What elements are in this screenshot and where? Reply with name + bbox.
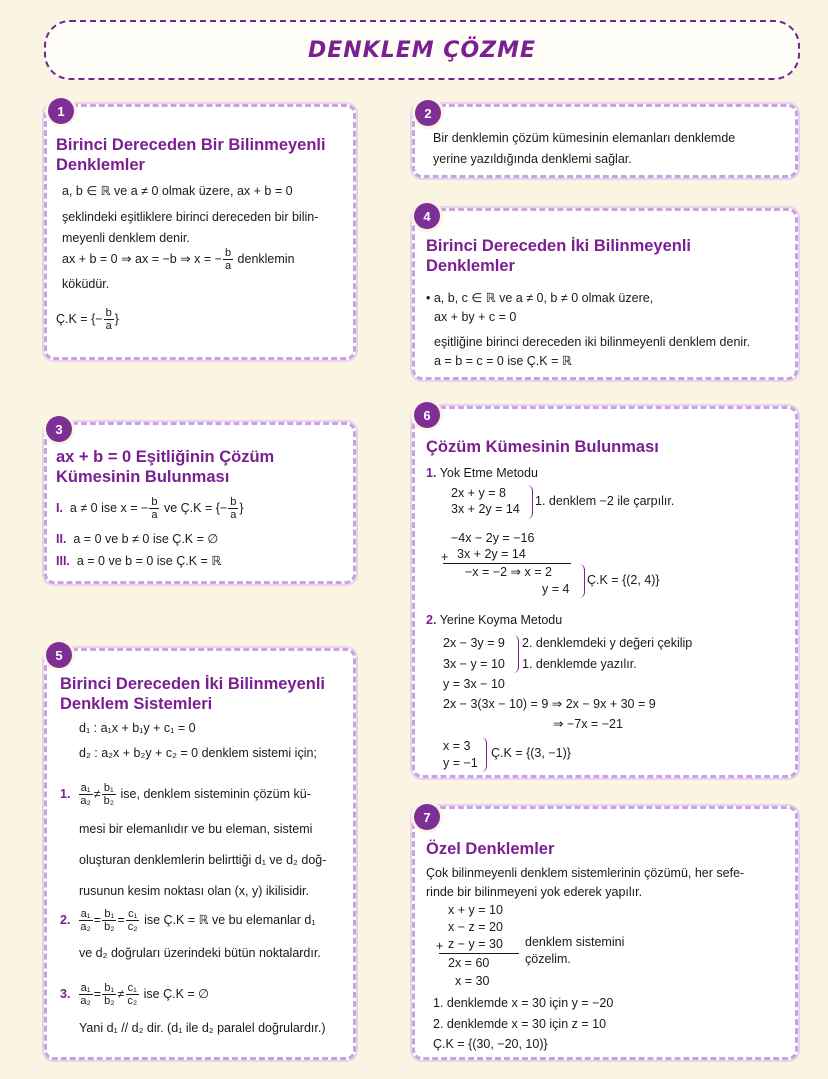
card-5-title-line2: Denklem Sistemleri — [60, 695, 213, 713]
card-5-title-line1: Birinci Dereceden İki Bilinmeyenli — [60, 675, 326, 693]
case-1-text: ise, denklem sisteminin çözüm kü- — [120, 786, 311, 801]
numerator: b₁ — [103, 782, 114, 794]
note-multiply: 1. denklem −2 ile çarpılır. — [535, 494, 675, 508]
card-3-title-line1: ax + b = 0 Eşitliğinin Çözüm — [56, 448, 275, 466]
eq-f2: 3x − y = 10 — [443, 657, 505, 671]
denominator: b₂ — [104, 995, 115, 1007]
card-1-line4 — [62, 247, 295, 272]
card-3-item-2 — [56, 532, 218, 547]
equal-sign: = — [93, 912, 102, 927]
numerator: c₁ — [128, 908, 138, 920]
card-7-number-badge: 7 — [414, 804, 440, 830]
card-1-number-badge: 1 — [48, 98, 74, 124]
denominator: a — [151, 509, 158, 521]
denominator: a — [230, 509, 237, 521]
case-1-line4: rusunun kesim noktası olan (x, y) ikilisidir. — [79, 884, 309, 898]
solution-set-open: Ç.K = {− — [56, 311, 103, 326]
item-3-index: III. — [56, 554, 70, 568]
card-3-title-line2: Kümesinin Bulunması — [56, 468, 230, 486]
solution-set: Ç.K = {(30, −20, 10)} — [433, 1037, 548, 1051]
brace — [481, 737, 487, 772]
denominator: b₂ — [103, 795, 115, 807]
card-4-line1: • a, b, c ∈ ℝ ve a ≠ 0, b ≠ 0 olmak üzere, — [426, 291, 654, 305]
solution-set-1: Ç.K = {(2, 4)} — [587, 573, 660, 587]
note-solve: çözelim. — [525, 952, 571, 966]
fraction-c1-over-c2 — [125, 982, 139, 1007]
eq-3: z − y = 30 — [448, 937, 503, 951]
card-5-title — [60, 674, 325, 714]
card-1-line3: meyenli denklem denir. — [62, 231, 190, 245]
card-1 — [44, 104, 356, 360]
sum-line — [443, 563, 571, 564]
note-substitute-1: 2. denklemdeki y değeri çekilip — [522, 636, 693, 650]
card-2-line2: yerine yazıldığında denklemi sağlar. — [433, 152, 632, 166]
card-4-title-line2: Denklemler — [426, 257, 515, 275]
card-3-title — [56, 447, 274, 487]
sum-line — [439, 953, 519, 954]
fraction-a1-over-a2 — [78, 908, 92, 933]
eq-4: 2x = 60 — [448, 956, 490, 970]
denominator: a — [224, 260, 232, 272]
card-2-line1: Bir denklemin çözüm kümesinin elemanları denklemde — [433, 131, 736, 145]
solution-set-close: } — [114, 311, 119, 326]
eq-5: −x = −2 ⇒ x = 2 — [465, 565, 552, 579]
plus-sign: + — [441, 550, 449, 564]
eq-6: y = 4 — [542, 582, 570, 596]
eq-f4: 2x − 3(3x − 10) = 9 ⇒ 2x − 9x + 30 = 9 — [443, 697, 656, 711]
item-1-close: } — [239, 500, 244, 515]
method-2-label: Yerine Koyma Metodu — [439, 613, 563, 627]
numerator: c₁ — [127, 982, 137, 994]
numerator: b — [230, 496, 237, 508]
equal-sign: = — [117, 912, 125, 927]
numerator: b₁ — [104, 982, 115, 994]
card-1-title — [56, 135, 326, 175]
system-eq-d2: d₂ : a₂x + b₂y + c₂ = 0 denklem sistemi için; — [79, 746, 317, 760]
numerator: a₁ — [80, 908, 91, 920]
note-substitute-2: 1. denklemde yazılır. — [522, 657, 637, 671]
card-7-line1: Çok bilinmeyenli denklem sistemlerinin çözümü, her sefe- — [426, 866, 745, 880]
fraction-b1-over-b2 — [102, 982, 116, 1007]
case-2-line1 — [60, 908, 316, 933]
numerator: b — [105, 307, 112, 319]
method-1-label: Yok Etme Metodu — [439, 466, 538, 480]
method-2-heading — [426, 613, 562, 628]
case-2-text: ise Ç.K = ℝ ve bu elemanlar d₁ — [144, 912, 316, 927]
eq-3: −4x − 2y = −16 — [451, 531, 535, 545]
card-6-number-badge: 6 — [414, 402, 440, 428]
eq-4: 3x + 2y = 14 — [457, 547, 526, 561]
denominator: a₂ — [80, 795, 91, 807]
numerator: b — [224, 247, 232, 259]
card-1-line2: şeklindeki eşitliklere birinci dereceden bir bilin- — [62, 210, 319, 224]
eq-f7: y = −1 — [443, 756, 478, 770]
item-1-index: I. — [56, 500, 63, 515]
item-1-text: a ≠ 0 ise x = − — [69, 500, 149, 515]
eq-f1: 2x − 3y = 9 — [443, 636, 505, 650]
denominator: c₂ — [127, 921, 138, 933]
equal-sign: = — [93, 986, 102, 1001]
card-2-number-badge: 2 — [415, 100, 441, 126]
result-2: 2. denklemde x = 30 için z = 10 — [433, 1017, 607, 1031]
not-equal-sign: ≠ — [117, 986, 125, 1001]
card-4-title — [426, 236, 691, 276]
card-1-line4-text: ax + b = 0 ⇒ ax = −b ⇒ x = − — [62, 251, 222, 266]
case-2-line2: ve d₂ doğruları üzerindeki bütün noktalardır. — [79, 946, 321, 960]
card-3-item-3 — [56, 554, 221, 569]
card-3 — [44, 422, 356, 584]
card-4-line2: ax + by + c = 0 — [434, 310, 517, 324]
card-7-title: Özel Denklemler — [426, 840, 555, 858]
denominator: a₂ — [80, 921, 91, 933]
eq-f3: y = 3x − 10 — [443, 677, 505, 691]
case-2-index: 2. — [60, 912, 71, 927]
card-7 — [412, 806, 798, 1060]
card-4 — [412, 208, 798, 380]
note-system: denklem sistemini — [525, 935, 625, 949]
eq-5: x = 30 — [455, 974, 490, 988]
fraction-b-over-a — [149, 496, 159, 521]
fraction-b1-over-b2 — [102, 782, 116, 807]
fraction-c1-over-c2 — [126, 908, 140, 933]
card-5-number-badge: 5 — [46, 642, 72, 668]
item-2-text: a = 0 ve b ≠ 0 ise Ç.K = ∅ — [73, 532, 219, 546]
card-2 — [412, 104, 798, 178]
brace — [527, 485, 533, 519]
case-3-line2: Yani d₁ // d₂ dir. (d₁ ile d₂ paralel doğrulardır.) — [79, 1021, 326, 1035]
solution-set-2: Ç.K = {(3, −1)} — [491, 746, 571, 760]
fraction-a1-over-a2 — [78, 782, 92, 807]
page-title-banner — [44, 20, 800, 80]
card-1-title-line1: Birinci Dereceden Bir Bilinmeyenli — [56, 136, 326, 154]
result-1: 1. denklemde x = 30 için y = −20 — [433, 996, 614, 1010]
plus-sign: + — [436, 939, 444, 953]
eq-f6: x = 3 — [443, 739, 471, 753]
item-2-index: II. — [56, 532, 67, 546]
card-4-number-badge: 4 — [414, 203, 440, 229]
case-3-index: 3. — [60, 986, 71, 1001]
eq-f5: ⇒ −7x = −21 — [553, 717, 623, 731]
card-1-solution-set — [56, 307, 119, 332]
numerator: a₁ — [80, 982, 91, 994]
denominator: c₂ — [127, 995, 138, 1007]
card-6-title: Çözüm Kümesinin Bulunması — [426, 438, 659, 456]
fraction-b1-over-b2 — [102, 908, 116, 933]
card-4-line3: eşitliğine birinci dereceden iki bilinmeyenli denklem denir. — [434, 335, 751, 349]
fraction-b-over-a — [228, 496, 238, 521]
numerator: b — [151, 496, 158, 508]
card-3-item-1 — [56, 496, 244, 521]
card-4-line4: a = b = c = 0 ise Ç.K = ℝ — [434, 354, 572, 368]
method-2-number: 2. — [426, 613, 437, 627]
card-1-line4-end: denklemin — [237, 251, 295, 266]
denominator: b₂ — [104, 921, 115, 933]
card-4-title-line1: Birinci Dereceden İki Bilinmeyenli — [426, 237, 692, 255]
case-3-text: ise Ç.K = ∅ — [143, 986, 210, 1001]
card-7-line2: rinde bir bilinmeyeni yok ederek yapılır. — [426, 885, 643, 899]
case-1-line1 — [60, 782, 311, 807]
case-1-line3: oluşturan denklemlerin belirttiği d₁ ve d₂ doğ- — [79, 853, 327, 867]
brace — [579, 564, 585, 598]
brace — [513, 635, 519, 673]
eq-1: x + y = 10 — [448, 903, 503, 917]
card-5 — [44, 648, 356, 1060]
item-1-solution-set: ve Ç.K = {− — [163, 500, 228, 515]
card-6 — [412, 406, 798, 778]
denominator: a₂ — [80, 995, 91, 1007]
eq-2: x − z = 20 — [448, 920, 503, 934]
fraction-a1-over-a2 — [78, 982, 92, 1007]
fraction-b-over-a — [223, 247, 233, 272]
card-1-line1: a, b ∈ ℝ ve a ≠ 0 olmak üzere, ax + b = 0 — [62, 184, 293, 198]
eq-2: 3x + 2y = 14 — [451, 502, 520, 516]
case-1-line2: mesi bir elemanlıdır ve bu eleman, sistemi — [79, 822, 313, 836]
case-3-line1 — [60, 982, 209, 1007]
case-1-index: 1. — [60, 786, 71, 801]
eq-1: 2x + y = 8 — [451, 486, 506, 500]
fraction-b-over-a — [104, 307, 114, 332]
card-1-line5: köküdür. — [62, 277, 110, 291]
numerator: a₁ — [80, 782, 91, 794]
numerator: b₁ — [104, 908, 115, 920]
method-1-heading — [426, 466, 538, 481]
not-equal-sign: ≠ — [93, 786, 101, 801]
page-title: DENKLEM ÇÖZME — [307, 37, 537, 63]
denominator: a — [105, 320, 112, 332]
card-1-title-line2: Denklemler — [56, 156, 145, 174]
system-eq-d1: d₁ : a₁x + b₁y + c₁ = 0 — [79, 721, 196, 735]
item-3-text: a = 0 ve b = 0 ise Ç.K = ℝ — [76, 554, 222, 568]
method-1-number: 1. — [426, 466, 437, 480]
card-3-number-badge: 3 — [46, 416, 72, 442]
